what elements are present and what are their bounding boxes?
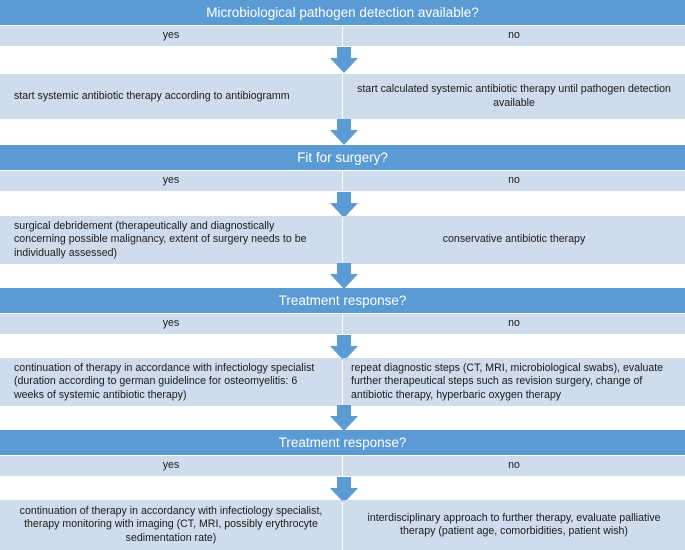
question-fit-for-surgery: Fit for surgery? — [0, 145, 685, 170]
action-row-3 — [0, 358, 685, 406]
question-pathogen-detection: Microbiological pathogen detection available? — [0, 0, 685, 25]
down-arrow-icon — [330, 263, 358, 289]
answer-yes: yes — [0, 456, 342, 476]
action-no-calculated-therapy: start calculated systemic antibiotic therapy until pathogen detection available — [343, 74, 685, 119]
action-yes-continue-therapy: continuation of therapy in accordance with infectiology specialist (duration according to german guidelince for osteomyelitis: 6 weeks of systemic antibiotic therapy) — [0, 358, 342, 406]
answer-no: no — [343, 26, 685, 46]
answer-row-3 — [0, 314, 685, 334]
action-row-2 — [0, 216, 685, 264]
action-no-repeat-diagnostics: repeat diagnostic steps (CT, MRI, microbiological swabs), evaluate further therapeutical steps such as revision surgery, change of antibiotic therapy, hyperbaric oxygen therapy — [343, 358, 685, 406]
answer-row-4 — [0, 456, 685, 476]
action-yes-surgical-debridement: surgical debridement (therapeutically and diagnostically concerning possible malignancy, extent of surgery needs to be individually assessed) — [0, 216, 342, 264]
down-arrow-icon — [330, 405, 358, 431]
down-arrow-icon — [330, 192, 358, 218]
answer-no: no — [343, 171, 685, 191]
action-yes-therapy-monitoring: continuation of therapy in accordancy with infectiology specialist, therapy monitoring with imaging (CT, MRI, possibly erythrocyte sedimentation rate) — [0, 500, 342, 550]
action-yes-antibiogram: start systemic antibiotic therapy according to antibiogramm — [0, 74, 342, 119]
answer-yes: yes — [0, 171, 342, 191]
down-arrow-icon — [330, 47, 358, 73]
question-treatment-response: Treatment response? — [0, 430, 685, 455]
action-no-conservative-therapy: conservative antibiotic therapy — [343, 216, 685, 264]
answer-no: no — [343, 456, 685, 476]
answer-yes: yes — [0, 314, 342, 334]
answer-row-2 — [0, 171, 685, 191]
answer-yes: yes — [0, 26, 342, 46]
question-treatment-response: Treatment response? — [0, 288, 685, 313]
action-row-1 — [0, 74, 685, 119]
answer-row-1 — [0, 26, 685, 46]
action-row-4 — [0, 500, 685, 550]
action-no-interdisciplinary-approach: interdisciplinary approach to further therapy, evaluate palliative therapy (patient age, comorbidities, patient wish) — [343, 500, 685, 550]
answer-no: no — [343, 314, 685, 334]
down-arrow-icon — [330, 119, 358, 145]
